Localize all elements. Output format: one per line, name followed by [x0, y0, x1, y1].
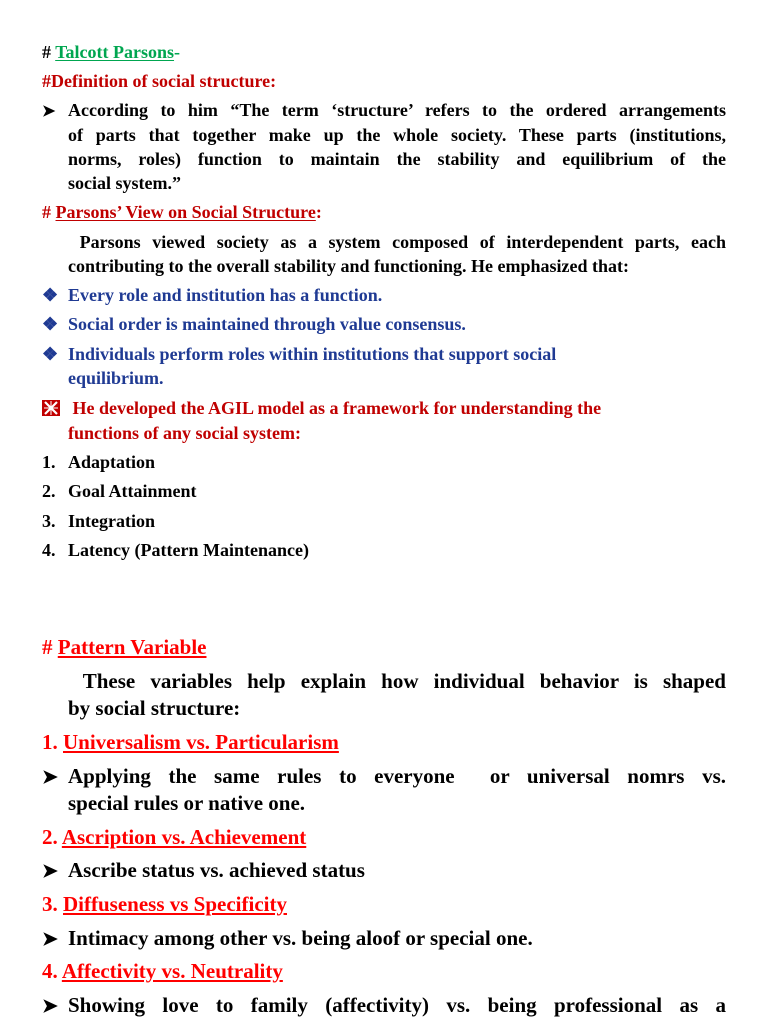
- arrowhead-bullet-icon: ➤: [42, 861, 58, 882]
- agil-number-3: 3.: [42, 511, 56, 531]
- agil-item-3: Integration: [68, 511, 155, 531]
- variable-heading-2: [42, 824, 306, 851]
- view-heading: [42, 200, 322, 224]
- agil-number-2: 2.: [42, 481, 56, 501]
- variable-title: Diffuseness vs Specificity: [63, 892, 287, 916]
- four-diamond-bullet-icon: ❖: [42, 314, 59, 334]
- diamond-bullet: [42, 312, 58, 336]
- variable-number: 1.: [42, 730, 63, 754]
- quote-line-3: norms, roles) function to maintain the stability and equilibrium of the: [68, 149, 726, 169]
- view-heading-colon: :: [315, 202, 322, 222]
- variable-number: 3.: [42, 892, 63, 916]
- variable-3-line-1: Intimacy among other vs. being aloof or special one.: [68, 926, 533, 950]
- variable-2-line-1: Ascribe status vs. achieved status: [68, 858, 365, 882]
- section-heading-pattern-variable: [42, 634, 206, 661]
- arrowhead-bullet-icon: ➤: [42, 103, 56, 120]
- arrow-bullet: [42, 925, 58, 953]
- variable-1-line-2: special rules or native one.: [68, 791, 306, 815]
- diamond-bullet: [42, 283, 58, 307]
- arrowhead-bullet-icon: ➤: [42, 929, 58, 950]
- boxed-cross-bullet-icon: [42, 400, 60, 416]
- diamond-bullet: [42, 342, 58, 366]
- agil-item-4: Latency (Pattern Maintenance): [68, 540, 309, 560]
- heading-dash: -: [174, 42, 181, 62]
- quote-line-4: social system.”: [68, 173, 181, 193]
- view-heading-title: Parsons’ View on Social Structure: [55, 202, 316, 222]
- quote-line-1: According to him “The term ‘structure’ refers to the ordered arrangements: [68, 100, 726, 120]
- agil-line-1: He developed the AGIL model as a framework for understanding the: [68, 398, 602, 418]
- arrow-bullet: [42, 763, 58, 791]
- agil-number-1: 1.: [42, 452, 56, 472]
- four-diamond-bullet-icon: ❖: [42, 285, 59, 305]
- arrowhead-bullet-icon: ➤: [42, 767, 58, 788]
- diamond-item-3-cont: equilibrium.: [68, 368, 164, 388]
- intro-line-2: by social structure:: [68, 696, 241, 720]
- arrowhead-bullet-icon: ➤: [42, 996, 58, 1017]
- variable-number: 4.: [42, 959, 62, 983]
- diamond-item-1: Every role and institution has a function.: [68, 285, 383, 305]
- agil-line-2: functions of any social system:: [68, 423, 301, 443]
- intro-line-1: These variables help explain how individual behavior is shaped: [68, 669, 726, 693]
- variable-4-line-1: Showing love to family (affectivity) vs. being professional as a: [68, 993, 726, 1017]
- variable-title: Universalism vs. Particularism: [63, 730, 339, 754]
- view-line-1: Parsons viewed society as a system composed of interdependent parts, each: [68, 232, 726, 252]
- variable-heading-4: [42, 958, 283, 985]
- variable-title: Affectivity vs. Neutrality: [61, 959, 283, 983]
- hash-mark: #: [42, 635, 58, 659]
- arrow-bullet: [42, 98, 55, 124]
- hash-mark: #: [42, 42, 56, 62]
- agil-item-2: Goal Attainment: [68, 481, 197, 501]
- diamond-item-2: Social order is maintained through value consensus.: [68, 314, 466, 334]
- variable-1-line-1: Applying the same rules to everyone or universal nomrs vs.: [68, 764, 726, 788]
- agil-number-4: 4.: [42, 540, 56, 560]
- diamond-item-3: Individuals perform roles within institutions that support social: [68, 344, 557, 364]
- variable-heading-1: [42, 729, 339, 756]
- view-line-2: contributing to the overall stability and functioning. He emphasized that:: [68, 256, 630, 276]
- section-heading-talcott-parsons: [42, 40, 180, 64]
- variable-title: Ascription vs. Achievement: [61, 825, 307, 849]
- agil-item-1: Adaptation: [68, 452, 156, 472]
- hash-mark: #: [42, 202, 56, 222]
- arrow-bullet: [42, 857, 58, 885]
- variable-number: 2.: [42, 825, 62, 849]
- pattern-variable-title: Pattern Variable: [57, 635, 207, 659]
- definition-heading: #Definition of social structure:: [42, 71, 277, 91]
- arrow-bullet: [42, 992, 58, 1020]
- quote-line-2: of parts that together make up the whole society. These parts (institutions,: [68, 125, 726, 145]
- four-diamond-bullet-icon: ❖: [42, 344, 59, 364]
- heading-title: Talcott Parsons: [55, 42, 175, 62]
- variable-heading-3: [42, 891, 287, 918]
